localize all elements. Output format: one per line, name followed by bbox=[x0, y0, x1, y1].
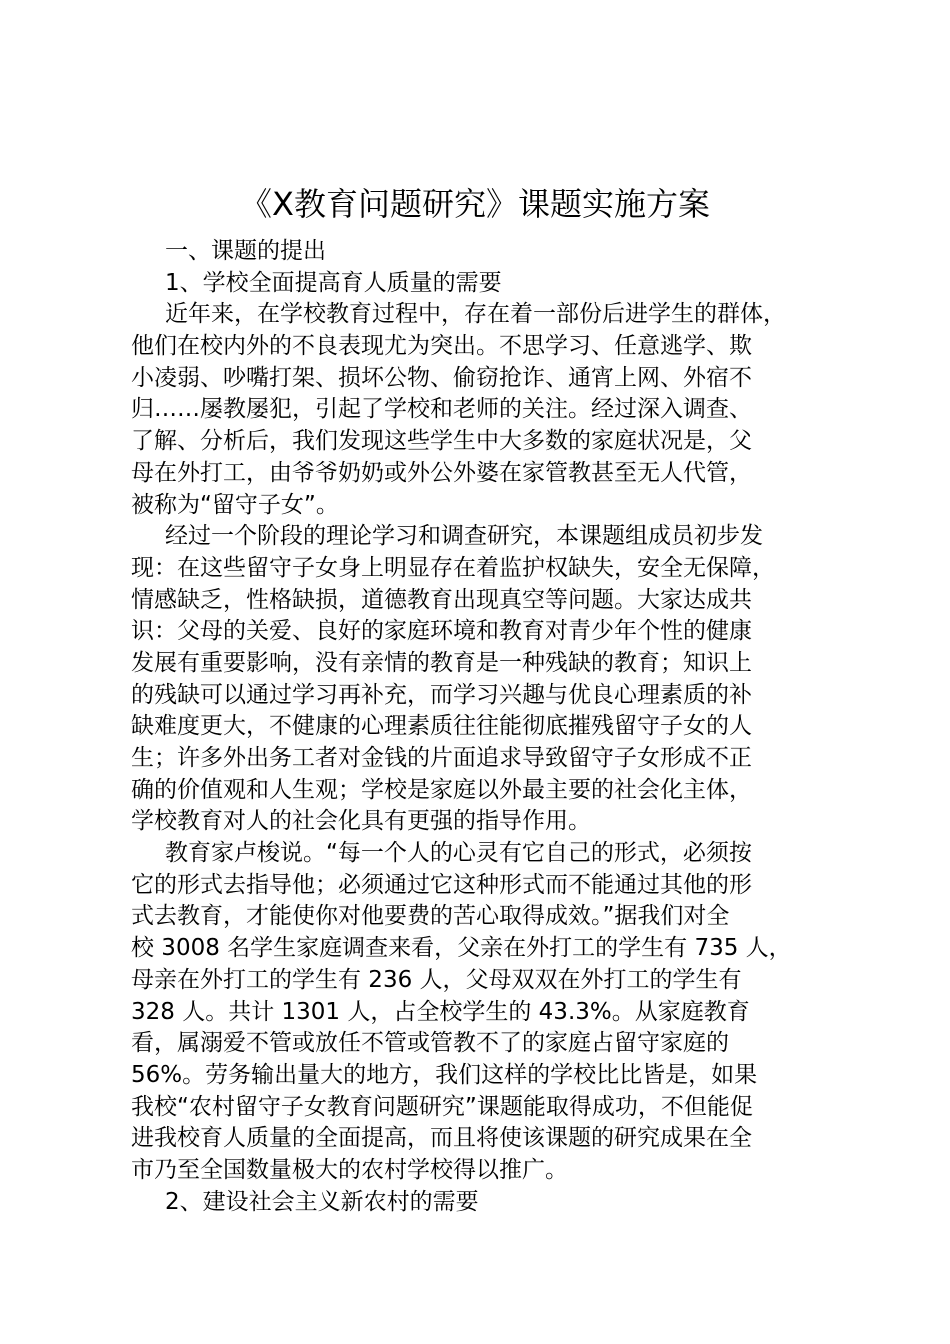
text-line: 的残缺可以通过学习再补充，而学习兴趣与优良心理素质的补 bbox=[131, 681, 752, 708]
text-line: 缺难度更大，不健康的心理素质往往能彻底摧残留守子女的人 bbox=[131, 713, 752, 740]
text-line: 328 人。共计 1301 人，占全校学生的 43.3%。从家庭教育 bbox=[131, 998, 750, 1025]
text-line: 进我校育人质量的全面提高，而且将使该课题的研究成果在全 bbox=[131, 1125, 752, 1152]
text-line: 它的形式去指导他；必须通过它这种形式而不能通过其他的形 bbox=[131, 871, 752, 898]
text-line: 生；许多外出务工者对金钱的片面追求导致留守子女形成不正 bbox=[131, 745, 752, 771]
text-line: 确的价值观和人生观；学校是家庭以外最主要的社会化主体， bbox=[131, 776, 752, 803]
text-line: 了解、分析后，我们发现这些学生中大多数的家庭状况是，父 bbox=[131, 428, 752, 455]
text-line: 1、学校全面提高育人质量的需要 bbox=[165, 269, 502, 296]
text-line: 现：在这些留守子女身上明显存在着监护权缺失，安全无保障， bbox=[131, 554, 775, 581]
text-line: 情感缺乏，性格缺损，道德教育出现真空等问题。大家达成共 bbox=[131, 586, 752, 613]
text-line: 我校“农村留守子女教育问题研究”课题能取得成功，不但能促 bbox=[131, 1093, 753, 1120]
text-line: 市乃至全国数量极大的农村学校得以推广。 bbox=[131, 1156, 568, 1183]
text-line: 发展有重要影响，没有亲情的教育是一种残缺的教育；知识上 bbox=[131, 649, 752, 676]
text-line: 教育家卢梭说。“每一个人的心灵有它自己的形式，必须按 bbox=[165, 840, 752, 867]
document-body bbox=[131, 236, 861, 1218]
text-line: 近年来，在学校教育过程中，存在着一部份后进学生的群体， bbox=[165, 301, 786, 328]
text-line: 经过一个阶段的理论学习和调查研究，本课题组成员初步发 bbox=[165, 523, 763, 550]
text-line: 学校教育对人的社会化具有更强的指导作用。 bbox=[131, 808, 591, 835]
text-line: 一、课题的提出 bbox=[165, 238, 326, 264]
text-line: 校 3008 名学生家庭调查来看，父亲在外打工的学生有 735 人， bbox=[131, 935, 792, 962]
text-line: 式去教育，才能使你对他要费的苦心取得成效。”据我们对全 bbox=[131, 903, 730, 930]
text-line: 他们在校内外的不良表现尤为突出。不思学习、任意逃学、欺 bbox=[131, 333, 752, 360]
text-line: 识：父母的关爱、良好的家庭环境和教育对青少年个性的健康 bbox=[131, 618, 752, 645]
text-line: 母在外打工，由爷爷奶奶或外公外婆在家管教甚至无人代管， bbox=[131, 459, 752, 486]
text-line: 2、建设社会主义新农村的需要 bbox=[165, 1188, 479, 1215]
text-line: 小凌弱、吵嘴打架、损坏公物、偷窃抢诈、通宵上网、外宿不 bbox=[131, 364, 752, 391]
text-line: 归……屡教屡犯，引起了学校和老师的关注。经过深入调查、 bbox=[131, 396, 752, 423]
document-title: 《X教育问题研究》课题实施方案 bbox=[240, 185, 710, 223]
text-line: 被称为“留守子女”。 bbox=[131, 491, 339, 518]
text-line: 56%。劳务输出量大的地方，我们这样的学校比比皆是，如果 bbox=[131, 1061, 758, 1088]
text-line: 看，属溺爱不管或放任不管或管教不了的家庭占留守家庭的 bbox=[131, 1030, 729, 1057]
text-line: 母亲在外打工的学生有 236 人，父母双双在外打工的学生有 bbox=[131, 966, 742, 993]
